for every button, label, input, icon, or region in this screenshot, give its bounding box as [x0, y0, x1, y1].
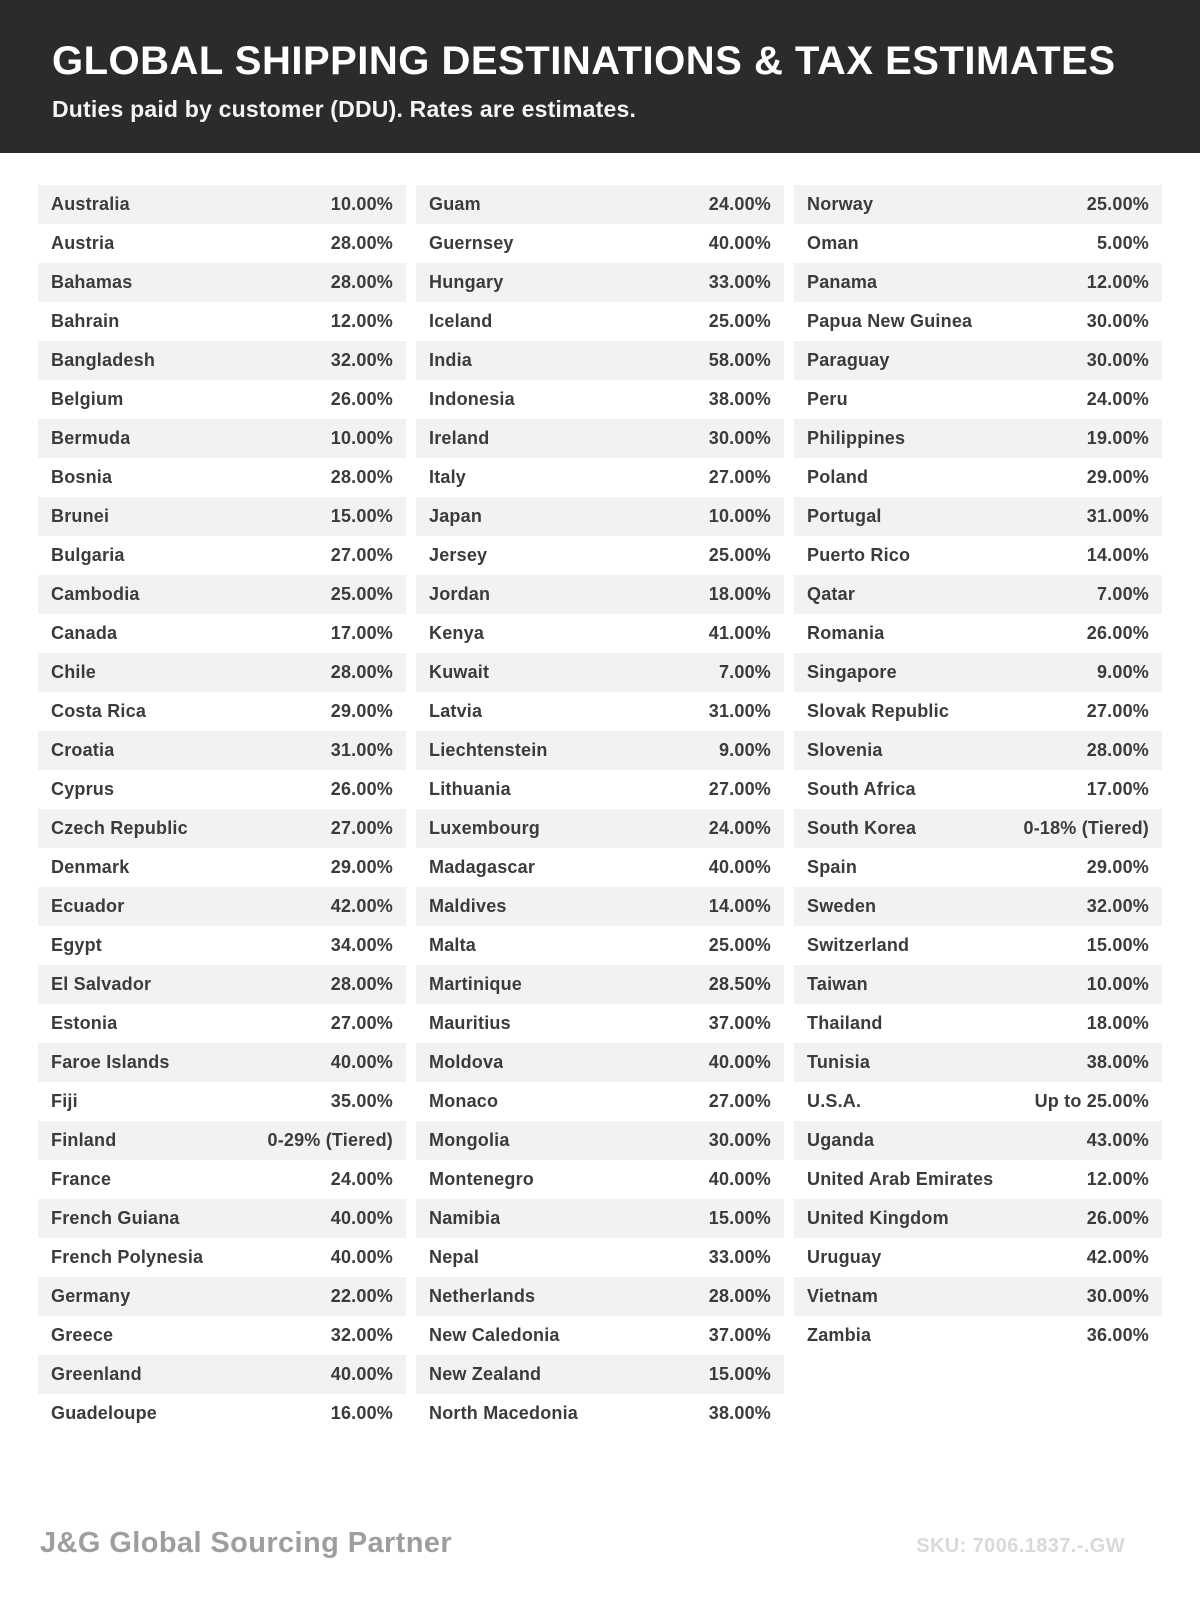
tax-rate: 40.00% — [330, 1247, 393, 1267]
table-row — [416, 653, 784, 692]
country-name: Portugal — [807, 506, 882, 526]
table-row — [38, 1004, 406, 1043]
table-row — [794, 497, 1162, 536]
table-row — [416, 848, 784, 887]
table-row — [416, 887, 784, 926]
country-name: El Salvador — [51, 974, 152, 994]
table-row — [794, 1160, 1162, 1199]
country-name: North Macedonia — [429, 1403, 579, 1423]
tax-rate: 27.00% — [708, 467, 771, 487]
country-name: Malta — [429, 935, 477, 955]
table-row — [38, 1394, 406, 1433]
tax-rate: 41.00% — [708, 623, 771, 643]
table-row — [38, 263, 406, 302]
table-row — [38, 692, 406, 731]
table-row — [794, 1238, 1162, 1277]
tax-rate: 33.00% — [708, 272, 771, 292]
tax-rate: 10.00% — [330, 194, 393, 214]
brand-name: J&G Global Sourcing Partner — [40, 1527, 453, 1559]
tax-rate: 30.00% — [1086, 350, 1149, 370]
table-row — [38, 926, 406, 965]
country-name: Oman — [807, 233, 859, 253]
country-name: Jersey — [429, 545, 488, 565]
table-row — [416, 419, 784, 458]
country-name: Thailand — [807, 1013, 883, 1033]
country-name: New Zealand — [429, 1364, 542, 1384]
table-row — [416, 185, 784, 224]
table-row — [416, 926, 784, 965]
tax-rate: 15.00% — [708, 1364, 771, 1384]
tax-rate: 34.00% — [330, 935, 393, 955]
tax-rate: 40.00% — [708, 1052, 771, 1072]
table-row — [416, 380, 784, 419]
country-name: Guernsey — [429, 233, 514, 253]
country-name: Czech Republic — [51, 818, 188, 838]
table-row — [416, 1082, 784, 1121]
country-name: Ireland — [429, 428, 490, 448]
country-name: Kuwait — [429, 662, 490, 682]
tax-rate: 7.00% — [718, 662, 771, 682]
country-name: Denmark — [51, 857, 130, 877]
tax-rate: 38.00% — [1086, 1052, 1149, 1072]
tax-rate: 43.00% — [1086, 1130, 1149, 1150]
table-row — [38, 614, 406, 653]
country-name: India — [429, 350, 473, 370]
table-row — [38, 185, 406, 224]
tax-rate: 31.00% — [330, 740, 393, 760]
table-row — [794, 185, 1162, 224]
rate-column-1 — [38, 185, 406, 1433]
country-name: United Arab Emirates — [807, 1169, 994, 1189]
table-row — [794, 770, 1162, 809]
country-name: Singapore — [807, 662, 897, 682]
table-row — [416, 1160, 784, 1199]
table-row — [38, 1277, 406, 1316]
table-row — [416, 692, 784, 731]
tax-rate: 12.00% — [1086, 272, 1149, 292]
country-name: Costa Rica — [51, 701, 147, 721]
country-name: Moldova — [429, 1052, 504, 1072]
table-row — [794, 692, 1162, 731]
tax-rate: 28.00% — [1086, 740, 1149, 760]
country-name: Bermuda — [51, 428, 131, 448]
tax-rate: 0-18% (Tiered) — [1023, 818, 1149, 838]
country-name: Guadeloupe — [51, 1403, 158, 1423]
country-name: Philippines — [807, 428, 906, 448]
tax-rate: 29.00% — [330, 701, 393, 721]
tax-rate: 28.00% — [708, 1286, 771, 1306]
table-row — [38, 1160, 406, 1199]
table-row — [794, 575, 1162, 614]
table-row — [416, 575, 784, 614]
page-subtitle: Duties paid by customer (DDU). Rates are estimates. — [52, 96, 637, 122]
country-name: Cambodia — [51, 584, 140, 604]
country-name: Spain — [807, 857, 858, 877]
table-row — [38, 1238, 406, 1277]
country-name: Ecuador — [51, 896, 125, 916]
tax-rate: 17.00% — [330, 623, 393, 643]
tax-rate: 26.00% — [1086, 623, 1149, 643]
tax-rate: 27.00% — [330, 1013, 393, 1033]
table-row — [38, 341, 406, 380]
country-name: Finland — [51, 1130, 117, 1150]
tax-rate: 24.00% — [330, 1169, 393, 1189]
table-row — [38, 302, 406, 341]
country-name: Cyprus — [51, 779, 115, 799]
tax-rate: 25.00% — [708, 935, 771, 955]
country-name: Canada — [51, 623, 118, 643]
tax-rate: 26.00% — [330, 389, 393, 409]
table-row — [38, 380, 406, 419]
tax-rate: 27.00% — [330, 818, 393, 838]
table-row — [794, 809, 1162, 848]
tax-rate: 29.00% — [330, 857, 393, 877]
table-row — [38, 1121, 406, 1160]
document-footer — [0, 1527, 1200, 1560]
table-row — [416, 1394, 784, 1433]
tax-rate: 25.00% — [330, 584, 393, 604]
country-name: Mongolia — [429, 1130, 510, 1150]
country-name: Papua New Guinea — [807, 311, 973, 331]
country-name: Belgium — [51, 389, 124, 409]
tax-rate: 32.00% — [330, 350, 393, 370]
country-name: Netherlands — [429, 1286, 536, 1306]
table-row — [794, 926, 1162, 965]
country-name: Sweden — [807, 896, 877, 916]
country-name: Poland — [807, 467, 869, 487]
tax-rate: 28.50% — [708, 974, 771, 994]
country-name: Vietnam — [807, 1286, 879, 1306]
table-row — [416, 224, 784, 263]
country-name: Egypt — [51, 935, 103, 955]
table-row — [794, 1082, 1162, 1121]
country-name: Hungary — [429, 272, 504, 292]
table-row — [794, 887, 1162, 926]
rate-column-2 — [416, 185, 784, 1433]
table-row — [38, 848, 406, 887]
country-name: Iceland — [429, 311, 493, 331]
country-name: France — [51, 1169, 112, 1189]
country-name: Brunei — [51, 506, 110, 526]
country-name: New Caledonia — [429, 1325, 560, 1345]
country-name: Maldives — [429, 896, 507, 916]
tax-rate: 28.00% — [330, 272, 393, 292]
tax-rate: 14.00% — [1086, 545, 1149, 565]
table-row — [416, 1277, 784, 1316]
country-name: Zambia — [807, 1325, 872, 1345]
country-name: South Africa — [807, 779, 916, 799]
table-row — [416, 1316, 784, 1355]
country-name: French Polynesia — [51, 1247, 204, 1267]
tax-rate: 31.00% — [1086, 506, 1149, 526]
table-row — [794, 302, 1162, 341]
tax-rate: 30.00% — [1086, 1286, 1149, 1306]
table-row — [416, 1238, 784, 1277]
tax-rate: 18.00% — [708, 584, 771, 604]
country-name: Greece — [51, 1325, 114, 1345]
country-name: Guam — [429, 194, 481, 214]
tax-rate: 24.00% — [1086, 389, 1149, 409]
table-row — [38, 887, 406, 926]
table-row — [794, 1004, 1162, 1043]
table-row — [416, 731, 784, 770]
tax-rate: 19.00% — [1086, 428, 1149, 448]
table-row — [794, 614, 1162, 653]
country-name: Mauritius — [429, 1013, 511, 1033]
table-row — [38, 497, 406, 536]
tax-rate: 31.00% — [708, 701, 771, 721]
tax-rate: 33.00% — [708, 1247, 771, 1267]
table-row — [416, 1043, 784, 1082]
table-row — [38, 770, 406, 809]
table-row — [38, 419, 406, 458]
tax-rate: 24.00% — [708, 818, 771, 838]
tax-rate: 30.00% — [708, 428, 771, 448]
table-row — [794, 1043, 1162, 1082]
table-row — [38, 575, 406, 614]
tax-rate: 15.00% — [1086, 935, 1149, 955]
table-row — [794, 263, 1162, 302]
table-row — [38, 731, 406, 770]
country-name: Kenya — [429, 623, 485, 643]
country-name: Madagascar — [429, 857, 536, 877]
tax-rate: 5.00% — [1096, 233, 1149, 253]
table-row — [38, 965, 406, 1004]
tax-rate: 15.00% — [708, 1208, 771, 1228]
country-name: Qatar — [807, 584, 856, 604]
country-name: Uruguay — [807, 1247, 882, 1267]
tax-rate: 40.00% — [708, 857, 771, 877]
country-name: United Kingdom — [807, 1208, 949, 1228]
tax-rate: 28.00% — [330, 662, 393, 682]
table-row — [38, 1199, 406, 1238]
table-row — [794, 1277, 1162, 1316]
tax-rate: 40.00% — [708, 233, 771, 253]
table-row — [794, 380, 1162, 419]
tax-rate: 32.00% — [330, 1325, 393, 1345]
tax-rate: 7.00% — [1096, 584, 1149, 604]
country-name: Bahamas — [51, 272, 133, 292]
table-row — [794, 1121, 1162, 1160]
table-row — [38, 653, 406, 692]
tax-rate: 12.00% — [1086, 1169, 1149, 1189]
country-name: Lithuania — [429, 779, 511, 799]
rates-table — [0, 153, 1200, 1433]
tax-rate: 28.00% — [330, 467, 393, 487]
country-name: Australia — [51, 194, 130, 214]
table-row — [794, 536, 1162, 575]
tax-rate: 15.00% — [330, 506, 393, 526]
tax-rate: 25.00% — [708, 545, 771, 565]
table-row — [38, 809, 406, 848]
tax-rate: 32.00% — [1086, 896, 1149, 916]
table-row — [794, 653, 1162, 692]
country-name: Indonesia — [429, 389, 515, 409]
country-name: Norway — [807, 194, 874, 214]
tax-rate: 0-29% (Tiered) — [267, 1130, 393, 1150]
table-row — [794, 848, 1162, 887]
country-name: Japan — [429, 506, 483, 526]
country-name: Monaco — [429, 1091, 499, 1111]
tax-rate: 10.00% — [1086, 974, 1149, 994]
tax-rate: 30.00% — [1086, 311, 1149, 331]
tax-rate: 35.00% — [330, 1091, 393, 1111]
table-row — [794, 341, 1162, 380]
tax-rate: 27.00% — [330, 545, 393, 565]
table-row — [794, 224, 1162, 263]
country-name: Puerto Rico — [807, 545, 911, 565]
tax-rate: 27.00% — [1086, 701, 1149, 721]
country-name: Tunisia — [807, 1052, 871, 1072]
table-row — [416, 809, 784, 848]
tax-rate: 28.00% — [330, 233, 393, 253]
document-header — [0, 0, 1200, 153]
rate-column-3 — [794, 185, 1162, 1433]
country-name: Bahrain — [51, 311, 120, 331]
tax-rate: 42.00% — [1086, 1247, 1149, 1267]
country-name: Greenland — [51, 1364, 142, 1384]
country-name: Bangladesh — [51, 350, 156, 370]
tax-rate: 16.00% — [330, 1403, 393, 1423]
table-row — [38, 458, 406, 497]
tax-rate: 10.00% — [708, 506, 771, 526]
tax-rate: 38.00% — [708, 389, 771, 409]
table-row — [794, 1199, 1162, 1238]
tax-rate: 38.00% — [708, 1403, 771, 1423]
tax-rate: 37.00% — [708, 1325, 771, 1345]
country-name: Peru — [807, 389, 848, 409]
table-row — [416, 536, 784, 575]
country-name: Switzerland — [807, 935, 910, 955]
country-name: Martinique — [429, 974, 523, 994]
country-name: Nepal — [429, 1247, 480, 1267]
tax-rate: 9.00% — [1096, 662, 1149, 682]
country-name: Panama — [807, 272, 878, 292]
country-name: Romania — [807, 623, 885, 643]
table-row — [416, 770, 784, 809]
country-name: Estonia — [51, 1013, 118, 1033]
country-name: Fiji — [51, 1091, 78, 1111]
table-row — [794, 731, 1162, 770]
table-row — [794, 419, 1162, 458]
country-name: Latvia — [429, 701, 483, 721]
table-row — [416, 497, 784, 536]
country-name: South Korea — [807, 818, 917, 838]
table-row — [416, 1355, 784, 1394]
tax-rate: 9.00% — [718, 740, 771, 760]
country-name: Slovenia — [807, 740, 883, 760]
tax-rate: 27.00% — [708, 779, 771, 799]
tax-rate: 26.00% — [330, 779, 393, 799]
country-name: Italy — [429, 467, 467, 487]
tax-rate: 58.00% — [708, 350, 771, 370]
country-name: Paraguay — [807, 350, 890, 370]
tax-rate: 17.00% — [1086, 779, 1149, 799]
tax-rate: 25.00% — [708, 311, 771, 331]
tax-rate: 25.00% — [1086, 194, 1149, 214]
table-row — [794, 458, 1162, 497]
tax-rate: 42.00% — [330, 896, 393, 916]
tax-rate: 27.00% — [708, 1091, 771, 1111]
country-name: Jordan — [429, 584, 491, 604]
country-name: Namibia — [429, 1208, 501, 1228]
country-name: Austria — [51, 233, 115, 253]
tax-rate: 29.00% — [1086, 467, 1149, 487]
table-row — [794, 1316, 1162, 1355]
table-row — [416, 965, 784, 1004]
country-name: Montenegro — [429, 1169, 534, 1189]
tax-rate: 18.00% — [1086, 1013, 1149, 1033]
table-row — [38, 1043, 406, 1082]
country-name: Germany — [51, 1286, 131, 1306]
table-row — [38, 1316, 406, 1355]
tax-rate: 37.00% — [708, 1013, 771, 1033]
country-name: French Guiana — [51, 1208, 180, 1228]
table-row — [416, 1004, 784, 1043]
sku-label: SKU: 7006.1837.-.GW — [916, 1535, 1125, 1557]
table-row — [38, 1355, 406, 1394]
tax-rate: 12.00% — [330, 311, 393, 331]
table-row — [416, 614, 784, 653]
country-name: Uganda — [807, 1130, 875, 1150]
country-name: Slovak Republic — [807, 701, 950, 721]
country-name: Luxembourg — [429, 818, 541, 838]
table-row — [416, 341, 784, 380]
tax-rate: 24.00% — [708, 194, 771, 214]
country-name: Bosnia — [51, 467, 113, 487]
tax-rate: 40.00% — [330, 1052, 393, 1072]
tax-rate: 14.00% — [708, 896, 771, 916]
country-name: Faroe Islands — [51, 1052, 170, 1072]
tax-rate: Up to 25.00% — [1034, 1091, 1149, 1111]
table-row — [416, 263, 784, 302]
country-name: Chile — [51, 662, 97, 682]
page-title: GLOBAL SHIPPING DESTINATIONS & TAX ESTIMATES — [52, 39, 1116, 83]
tax-rate: 40.00% — [330, 1208, 393, 1228]
tax-rate: 29.00% — [1086, 857, 1149, 877]
tax-rate: 10.00% — [330, 428, 393, 448]
table-row — [416, 458, 784, 497]
table-row — [38, 536, 406, 575]
tax-rate: 22.00% — [330, 1286, 393, 1306]
tax-rate: 26.00% — [1086, 1208, 1149, 1228]
tax-rate: 30.00% — [708, 1130, 771, 1150]
country-name: Croatia — [51, 740, 115, 760]
country-name: U.S.A. — [807, 1091, 862, 1111]
table-row — [794, 965, 1162, 1004]
table-row — [416, 1121, 784, 1160]
country-name: Bulgaria — [51, 545, 125, 565]
country-name: Liechtenstein — [429, 740, 548, 760]
tax-rate: 40.00% — [330, 1364, 393, 1384]
table-row — [416, 1199, 784, 1238]
tax-rate: 40.00% — [708, 1169, 771, 1189]
country-name: Taiwan — [807, 974, 868, 994]
table-row — [38, 1082, 406, 1121]
table-row — [416, 302, 784, 341]
tax-rate: 28.00% — [330, 974, 393, 994]
tax-rate: 36.00% — [1086, 1325, 1149, 1345]
table-row — [38, 224, 406, 263]
